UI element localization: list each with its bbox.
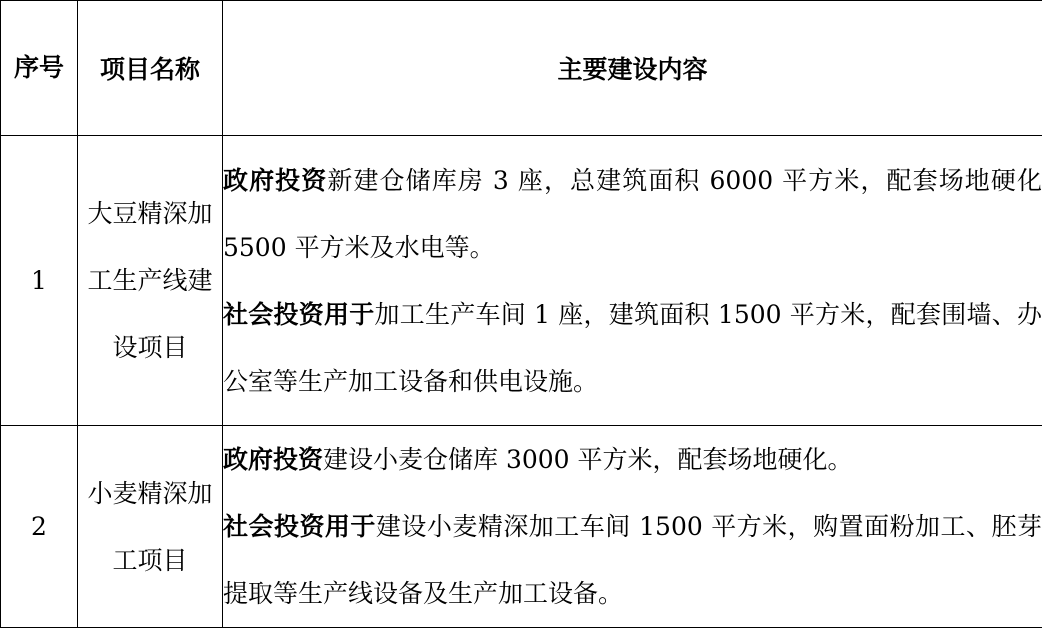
row-seq: 2 xyxy=(1,426,78,628)
row-seq: 1 xyxy=(1,136,78,426)
social-investment-label: 社会投资用于 xyxy=(223,300,374,329)
social-investment-text: 建设小麦精深加工车间 1500 平方米，购置面粉加工、胚芽提取等生产线设备及生产加工设备。 xyxy=(223,512,1042,608)
row-content xyxy=(223,426,1042,628)
table-row xyxy=(1,136,1042,426)
gov-investment-text: 建设小麦仓储库 3000 平方米，配套场地硬化。 xyxy=(323,445,853,474)
social-investment-text: 加工生产车间 1 座，建筑面积 1500 平方米，配套围墙、办公室等生产加工设备和供电设施。 xyxy=(223,300,1042,396)
header-name: 项目名称 xyxy=(78,1,223,136)
row-content xyxy=(223,136,1042,426)
row-name: 大豆精深加工生产线建设项目 xyxy=(78,136,223,426)
gov-investment-label: 政府投资 xyxy=(223,445,323,474)
gov-investment-paragraph xyxy=(223,147,1042,281)
header-content: 主要建设内容 xyxy=(223,1,1042,136)
row-name: 小麦精深加工项目 xyxy=(78,426,223,628)
gov-investment-text: 新建仓储库房 3 座，总建筑面积 6000 平方米，配套场地硬化 5500 平方米及水电等。 xyxy=(223,166,1042,262)
header-row xyxy=(1,1,1042,136)
social-investment-paragraph xyxy=(223,281,1042,415)
gov-investment-paragraph xyxy=(223,426,1042,493)
gov-investment-label: 政府投资 xyxy=(223,166,327,195)
social-investment-paragraph xyxy=(223,493,1042,627)
header-seq: 序号 xyxy=(1,1,78,136)
table-row xyxy=(1,426,1042,628)
social-investment-label: 社会投资用于 xyxy=(223,512,376,541)
